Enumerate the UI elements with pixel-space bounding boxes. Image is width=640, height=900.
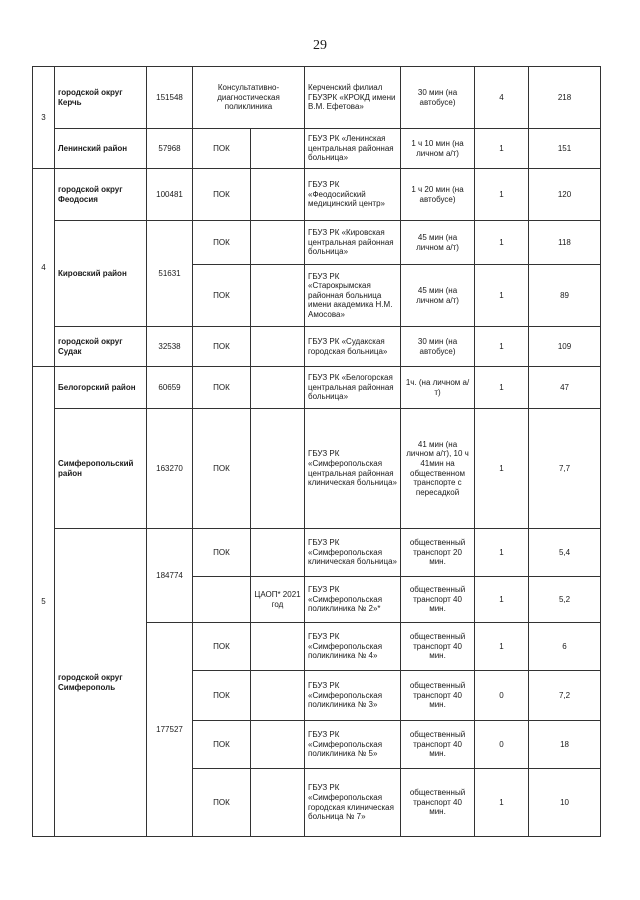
area-name: Белогорский район — [55, 367, 147, 409]
facility-type-secondary: ЦАОП* 2021 год — [251, 577, 305, 623]
population: 100481 — [147, 169, 193, 221]
travel-time: общественный транспорт 20 мин. — [401, 529, 475, 577]
count: 1 — [475, 221, 529, 265]
travel-time: 1ч. (на личном а/т) — [401, 367, 475, 409]
row-number: 5 — [33, 367, 55, 837]
count: 1 — [475, 129, 529, 169]
facility-type: ПОК — [193, 129, 251, 169]
population: 177527 — [147, 623, 193, 837]
area-name: городской округ Судак — [55, 327, 147, 367]
facility-type-secondary — [251, 367, 305, 409]
count: 0 — [475, 721, 529, 769]
facility-type-secondary — [251, 529, 305, 577]
population: 57968 — [147, 129, 193, 169]
distance: 47 — [529, 367, 601, 409]
travel-time: общественный транспорт 40 мин. — [401, 769, 475, 837]
organization: ГБУЗ РК «Феодосийский медицинский центр» — [305, 169, 401, 221]
table-row — [33, 67, 601, 129]
travel-time: общественный транспорт 40 мин. — [401, 623, 475, 671]
travel-time: общественный транспорт 40 мин. — [401, 577, 475, 623]
distance: 5,4 — [529, 529, 601, 577]
table-row — [33, 327, 601, 367]
travel-time: 45 мин (на личном а/т) — [401, 221, 475, 265]
table-row — [33, 129, 601, 169]
organization: ГБУЗ РК «Белогорская центральная районная больница» — [305, 367, 401, 409]
distance: 5,2 — [529, 577, 601, 623]
facility-type: ПОК — [193, 769, 251, 837]
row-number: 3 — [33, 67, 55, 169]
facility-type-secondary — [251, 265, 305, 327]
facility-type: ПОК — [193, 409, 251, 529]
facility-type: ПОК — [193, 265, 251, 327]
distance: 7,2 — [529, 671, 601, 721]
count: 1 — [475, 769, 529, 837]
travel-time: 30 мин (на автобусе) — [401, 327, 475, 367]
facility-type-secondary — [251, 327, 305, 367]
distance: 151 — [529, 129, 601, 169]
organization: ГБУЗ РК «Судакская городская больница» — [305, 327, 401, 367]
facility-type: ПОК — [193, 529, 251, 577]
population: 151548 — [147, 67, 193, 129]
count: 1 — [475, 623, 529, 671]
facilities-table — [32, 66, 601, 837]
facility-type: ПОК — [193, 221, 251, 265]
facility-type-secondary — [251, 409, 305, 529]
organization: Керченский филиал ГБУЗРК «КРОКД имени В.М. Ефетова» — [305, 67, 401, 129]
table-row — [33, 367, 601, 409]
travel-time: 45 мин (на личном а/т) — [401, 265, 475, 327]
travel-time: 1 ч 10 мин (на личном а/т) — [401, 129, 475, 169]
table-row — [33, 409, 601, 529]
count: 1 — [475, 577, 529, 623]
travel-time: 1 ч 20 мин (на автобусе) — [401, 169, 475, 221]
table-row — [33, 529, 601, 577]
population: 184774 — [147, 529, 193, 623]
facility-type-secondary — [251, 169, 305, 221]
organization: ГБУЗ РК «Симферопольская поликлиника № 4» — [305, 623, 401, 671]
area-name: Симферопольский район — [55, 409, 147, 529]
facility-type: ПОК — [193, 327, 251, 367]
facility-type: ПОК — [193, 671, 251, 721]
facility-type-secondary — [251, 769, 305, 837]
facility-type: ПОК — [193, 367, 251, 409]
population: 60659 — [147, 367, 193, 409]
organization: ГБУЗ РК «Симферопольская поликлиника № 2»* — [305, 577, 401, 623]
distance: 7,7 — [529, 409, 601, 529]
area-name: городской округ Керчь — [55, 67, 147, 129]
distance: 120 — [529, 169, 601, 221]
travel-time: общественный транспорт 40 мин. — [401, 721, 475, 769]
distance: 10 — [529, 769, 601, 837]
count: 1 — [475, 367, 529, 409]
organization: ГБУЗ РК «Старокрымская районная больница имени академика Н.М. Амосова» — [305, 265, 401, 327]
travel-time: общественный транспорт 40 мин. — [401, 671, 475, 721]
population: 51631 — [147, 221, 193, 327]
table-row — [33, 169, 601, 221]
distance: 118 — [529, 221, 601, 265]
area-name: Кировский район — [55, 221, 147, 327]
count: 1 — [475, 409, 529, 529]
count: 1 — [475, 529, 529, 577]
row-number: 4 — [33, 169, 55, 367]
distance: 89 — [529, 265, 601, 327]
facility-type: Консультативно-диагностическая поликлиника — [193, 67, 305, 129]
count: 1 — [475, 327, 529, 367]
count: 1 — [475, 169, 529, 221]
facility-type: ПОК — [193, 721, 251, 769]
facility-type-secondary — [251, 129, 305, 169]
organization: ГБУЗ РК «Симферопольская центральная районная клиническая больница» — [305, 409, 401, 529]
area-name: городской округ Симферополь — [55, 529, 147, 837]
area-name: городской округ Феодосия — [55, 169, 147, 221]
organization: ГБУЗ РК «Симферопольская поликлиника № 5» — [305, 721, 401, 769]
facility-type: ПОК — [193, 623, 251, 671]
travel-time: 30 мин (на автобусе) — [401, 67, 475, 129]
organization: ГБУЗ РК «Симферопольская поликлиника № 3» — [305, 671, 401, 721]
distance: 18 — [529, 721, 601, 769]
count: 4 — [475, 67, 529, 129]
facility-type — [193, 577, 251, 623]
organization: ГБУЗ РК «Симферопольская клиническая больница» — [305, 529, 401, 577]
facility-type-secondary — [251, 671, 305, 721]
population: 163270 — [147, 409, 193, 529]
distance: 218 — [529, 67, 601, 129]
distance: 6 — [529, 623, 601, 671]
facility-type: ПОК — [193, 169, 251, 221]
organization: ГБУЗ РК «Симферопольская городская клиническая больница № 7» — [305, 769, 401, 837]
distance: 109 — [529, 327, 601, 367]
count: 1 — [475, 265, 529, 327]
organization: ГБУЗ РК «Ленинская центральная районная больница» — [305, 129, 401, 169]
organization: ГБУЗ РК «Кировская центральная районная больница» — [305, 221, 401, 265]
count: 0 — [475, 671, 529, 721]
table-row — [33, 221, 601, 265]
facility-type-secondary — [251, 221, 305, 265]
facility-type-secondary — [251, 721, 305, 769]
travel-time: 41 мин (на личном а/т), 10 ч 41мин на общественном транспорте с пересадкой — [401, 409, 475, 529]
population: 32538 — [147, 327, 193, 367]
page-number: 29 — [313, 38, 327, 53]
facility-type-secondary — [251, 623, 305, 671]
area-name: Ленинский район — [55, 129, 147, 169]
